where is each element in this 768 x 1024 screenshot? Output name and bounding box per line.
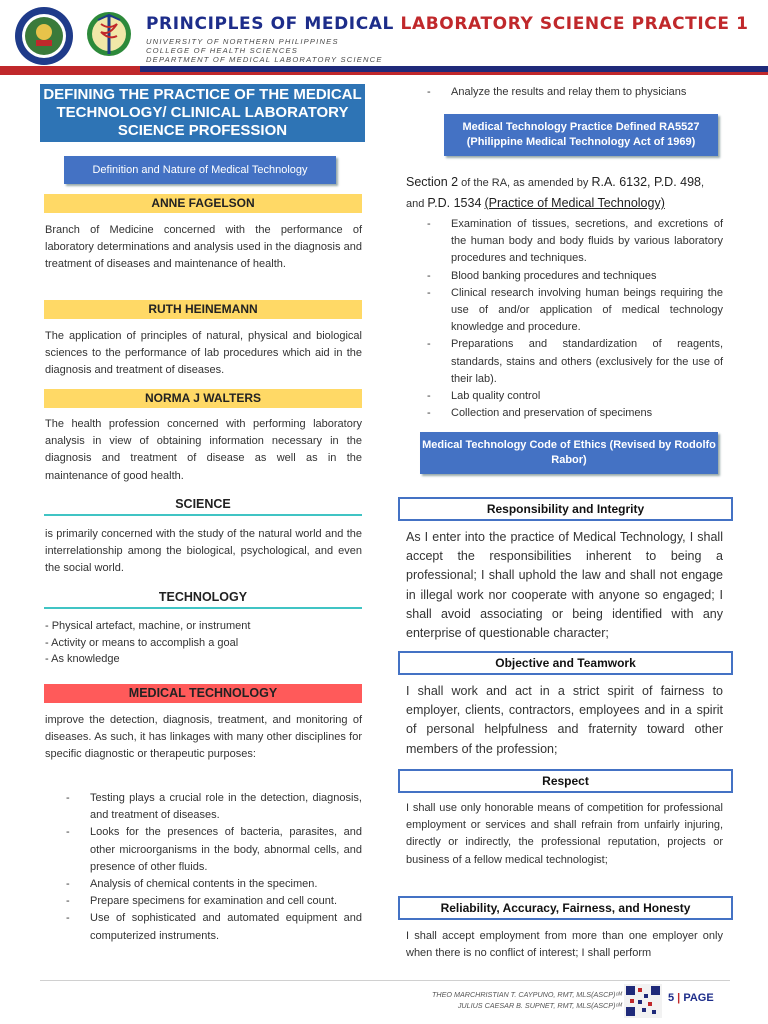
technology-heading: TECHNOLOGY — [44, 587, 362, 609]
list-item: - Lab quality control — [427, 388, 723, 405]
science-definition: is primarily concerned with the study of the natural world and the interrelationship among the biological, psychological, and even the social world. — [45, 528, 362, 575]
definition-nature-box: Definition and Nature of Medical Technology — [64, 156, 336, 184]
science-heading: SCIENCE — [44, 494, 362, 516]
list-item: - Analysis of chemical contents in the specimen. — [66, 876, 362, 893]
responsibility-heading: Responsibility and Integrity — [398, 497, 733, 521]
list-item: - Examination of tissues, secretions, and excretions of the human body and body fluids by various laboratory procedures and techniques. — [427, 216, 723, 268]
heinemann-definition: The application of principles of natural, physical and biological sciences to the performance of lab procedures which aid in the diagnosis and treatment of diseases. — [45, 330, 362, 377]
list-item: - Clinical research involving human beings requiring the use of and/or application of medical technology knowledge and procedure. — [427, 285, 723, 337]
page-number: 5 | PAGE — [668, 992, 714, 1004]
medical-technology-definition: improve the detection, diagnosis, treatment, and monitoring of diseases. As such, it has linkages with many other disciplines for specific diagnostic or therapeutic purposes: — [45, 714, 362, 761]
main-section-title: DEFINING THE PRACTICE OF THE MEDICAL TECHNOLOGY/ CLINICAL LABORATORY SCIENCE PROFESSION — [40, 84, 365, 142]
college-caduceus-logo — [84, 6, 134, 66]
university-name: UNIVERSITY OF NORTHERN PHILIPPINES — [146, 37, 339, 46]
footer-author-2: JULIUS CAESAR B. SUPNET, RMT, MLS(ASCP)ᶜᴹ — [457, 1001, 622, 1010]
list-item: - Testing plays a crucial role in the detection, diagnosis, and treatment of diseases. — [66, 790, 362, 824]
college-name: COLLEGE OF HEALTH SCIENCES — [146, 46, 299, 55]
practice-list — [427, 216, 723, 422]
list-item: - Collection and preservation of specimens — [427, 405, 723, 422]
department-name: DEPARTMENT OF MEDICAL LABORATORY SCIENCE — [146, 55, 383, 64]
footer-rule — [40, 980, 730, 981]
footer-author-1: THEO MARCHRISTIAN T. CAYPUNO, RMT, MLS(ASCP)ᶜᴹ — [432, 990, 622, 999]
reliability-heading: Reliability, Accuracy, Fairness, and Honesty — [398, 896, 733, 920]
technology-list — [45, 618, 362, 668]
university-seal-logo — [14, 6, 74, 66]
responsibility-text: As I enter into the practice of Medical Technology, I shall accept the responsibilities inherent to being a professional; I shall uphold the law and shall not engage in illegal work nor cooperate with anyone so engaged; I shall avoid associating or being identified with any enterprise of questionable character; — [406, 530, 723, 641]
objective-heading: Objective and Teamwork — [398, 651, 733, 675]
respect-heading: Respect — [398, 769, 733, 793]
list-item: - Activity or means to accomplish a goal — [45, 636, 239, 649]
ra5527-box: Medical Technology Practice Defined RA5527 (Philippine Medical Technology Act of 1969) — [444, 114, 718, 156]
list-item: - Prepare specimens for examination and cell count. — [66, 893, 362, 910]
list-item: - Preparations and standardization of reagents, standards, stains and others (exclusively for the use of their lab). — [427, 336, 723, 388]
respect-text: I shall use only honorable means of competition for professional employment or services and shall refrain from unfairly injuring, directly or indirectly, the professional reputation, projects or business of a fellow medical technologist; — [406, 802, 723, 866]
code-of-ethics-box: Medical Technology Code of Ethics (Revised by Rodolfo Rabor) — [420, 432, 718, 474]
walters-definition: The health profession concerned with performing laboratory analysis in view of obtaining information necessary in the diagnosis and treatment of disease as well as in the maintenance of good health. — [45, 418, 362, 482]
analyze-list — [427, 84, 727, 101]
list-item: - Blood banking procedures and techniques — [427, 268, 723, 285]
objective-text: I shall work and act in a strict spirit of fairness to employer, clients, contractors, employees and in a spirit of personal helpfulness and fraternity toward other members of the profession; — [406, 684, 723, 756]
fagelson-definition: Branch of Medicine concerned with the performance of laboratory determinations and analysis used in the diagnosis and treatment of diseases and maintenance of health. — [45, 224, 362, 271]
fagelson-heading: ANNE FAGELSON — [44, 194, 362, 213]
walters-heading: NORMA J WALTERS — [44, 389, 362, 408]
list-item: - Looks for the presences of bacteria, parasites, and other microorganisms in the body, abnormal cells, and presence of other fluids. — [66, 824, 362, 876]
list-item: - Use of sophisticated and automated equipment and computerized instruments. — [66, 910, 362, 944]
section-2-paragraph: Section 2 of the RA, as amended by R.A. 6132, P.D. 498, and P.D. 1534 (Practice of Medical Technology) — [406, 175, 705, 210]
qr-code-icon — [624, 984, 662, 1018]
document-title: PRINCIPLES OF MEDICAL LABORATORY SCIENCE PRACTICE 1 — [146, 14, 749, 34]
list-item: - As knowledge — [45, 653, 120, 665]
medical-technology-heading: MEDICAL TECHNOLOGY — [44, 684, 362, 703]
medical-technology-list — [66, 790, 362, 945]
list-item: - Analyze the results and relay them to physicians — [427, 84, 727, 101]
list-item: - Physical artefact, machine, or instrument — [45, 620, 251, 632]
header-rule-red-accent — [0, 66, 140, 75]
reliability-text: I shall accept employment from more than one employer only when there is no conflict of interest; I shall perform — [406, 930, 723, 960]
heinemann-heading: RUTH HEINEMANN — [44, 300, 362, 319]
page-header — [0, 0, 768, 80]
